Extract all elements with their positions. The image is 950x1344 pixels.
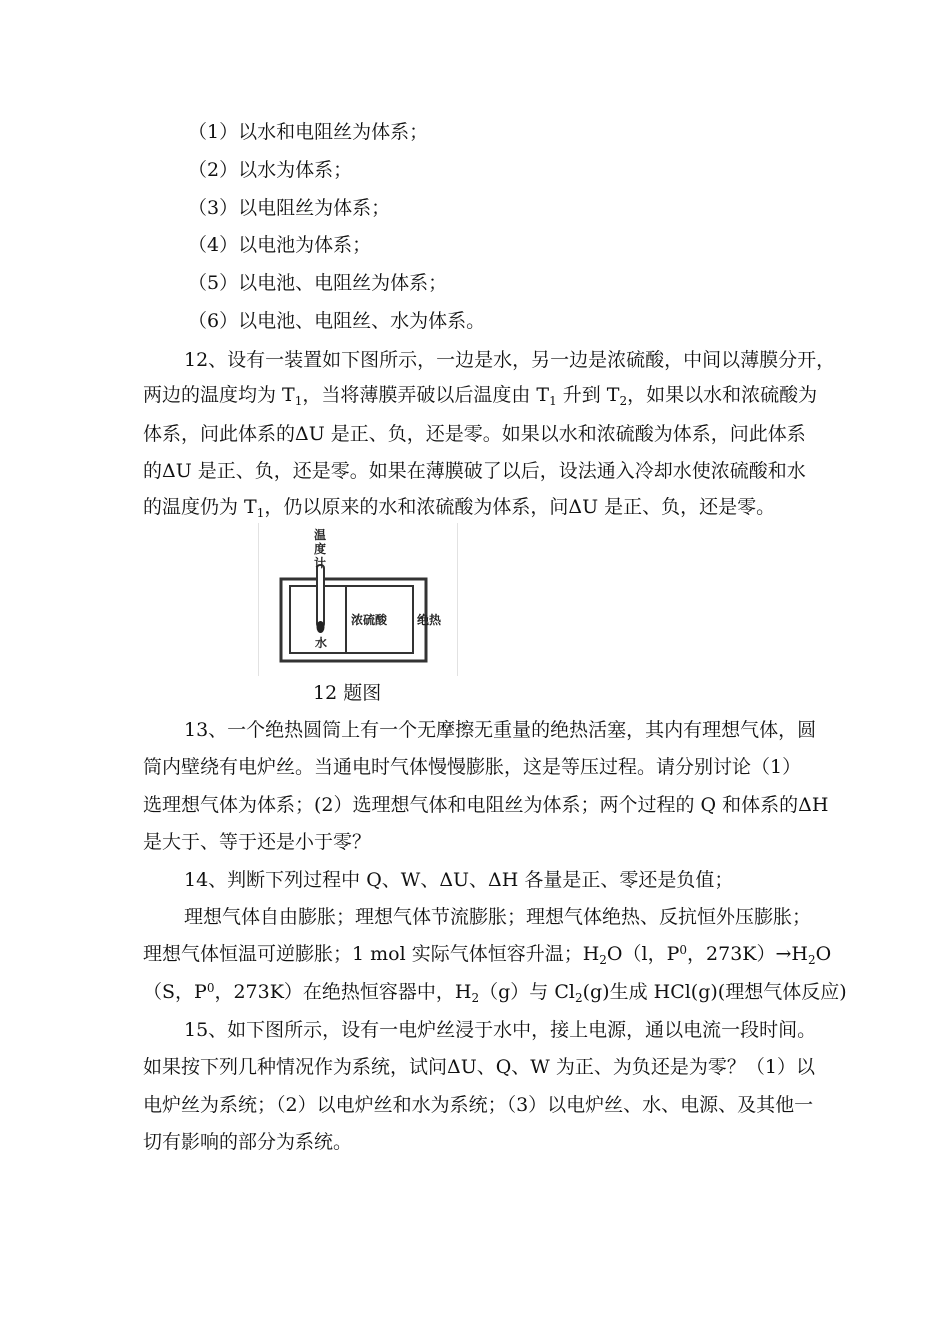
acid-label: 浓硫酸 (351, 613, 388, 627)
figure-caption: 12 题图 (313, 682, 382, 704)
water-label: 水 (315, 636, 328, 650)
q12-line-2: 两边的温度均为 $T_1$，当将薄膜弄破以后温度由 $T_1$ 升到 $T_2$，如果以水和浓硫酸为 (143, 384, 818, 408)
list-item: （6）以电池、电阻丝、水为体系。 (188, 310, 486, 332)
q13-line-4: 是大于、等于还是小于零？ (143, 831, 372, 853)
q15-line-4: 切有影响的部分为系统。 (143, 1131, 353, 1153)
q15-line-3: 电炉丝为系统；（2）以电炉丝和水为系统；（3）以电炉丝、水、电源、及其他一 (143, 1094, 814, 1116)
q14-line-2: 理想气体自由膨胀；理想气体节流膨胀；理想气体绝热、反抗恒外压膨胀； (184, 906, 812, 928)
list-item: （5）以电池、电阻丝为体系； (188, 272, 448, 294)
q12-line-3: 体系，问此体系的ΔU 是正、负，还是零。如果以水和浓硫酸为体系，问此体系 (143, 423, 806, 445)
q13-line-1: 13、一个绝热圆筒上有一个无摩擦无重量的绝热活塞，其内有理想气体，圆 (184, 719, 817, 741)
q13-line-2: 筒内壁绕有电炉丝。当通电时气体慢慢膨胀，这是等压过程。请分别讨论（1） (143, 756, 802, 778)
q15-line-2: 如果按下列几种情况作为系统，试问ΔU、Q、W 为正、为负还是为零？（1）以 (143, 1056, 815, 1078)
list-item: （2）以水为体系； (188, 159, 353, 181)
thermometer (317, 565, 324, 627)
q14-line-1: 14、判断下列过程中 Q、W、ΔU、ΔH 各量是正、零还是负值； (184, 869, 734, 891)
insulation-label: 绝热 (417, 613, 442, 627)
thermometer-bulb (317, 621, 325, 633)
q14-line-3: 理想气体恒温可逆膨胀；1 mol 实际气体恒容升温；$H_2O(l$，$P^0$，$273K)\to H_2O$ (143, 943, 832, 967)
q14-line-4: （S，$P^0$，273K）在绝热恒容器中，$H_2(g)$与 $Cl_2(g)$生成 HCl(g)(理想气体反应) (143, 981, 847, 1005)
q12-line-1: 12、设有一装置如下图所示，一边是水，另一边是浓硫酸，中间以薄膜分开， (184, 349, 836, 371)
list-item: （3）以电阻丝为体系； (188, 197, 391, 219)
q13-line-3: 选理想气体为体系；(2）选理想气体和电阻丝为体系；两个过程的 Q 和体系的ΔH (143, 794, 829, 816)
apparatus-svg (259, 523, 457, 676)
q12-line-4: 的ΔU 是正、负，还是零。如果在薄膜破了以后，设法通入冷却水使浓硫酸和水 (143, 460, 806, 482)
list-item: （1）以水和电阻丝为体系； (188, 121, 429, 143)
thermometer-label: 温 度 计 (313, 528, 326, 570)
q12-line-5: 的温度仍为 $T_1$，仍以原来的水和浓硫酸为体系，问ΔU 是正、负，还是零。 (143, 496, 776, 520)
q15-line-1: 15、如下图所示，设有一电炉丝浸于水中，接上电源，通以电流一段时间。 (184, 1019, 817, 1041)
list-item: （4）以电池为体系； (188, 234, 372, 256)
apparatus-diagram (258, 523, 458, 676)
